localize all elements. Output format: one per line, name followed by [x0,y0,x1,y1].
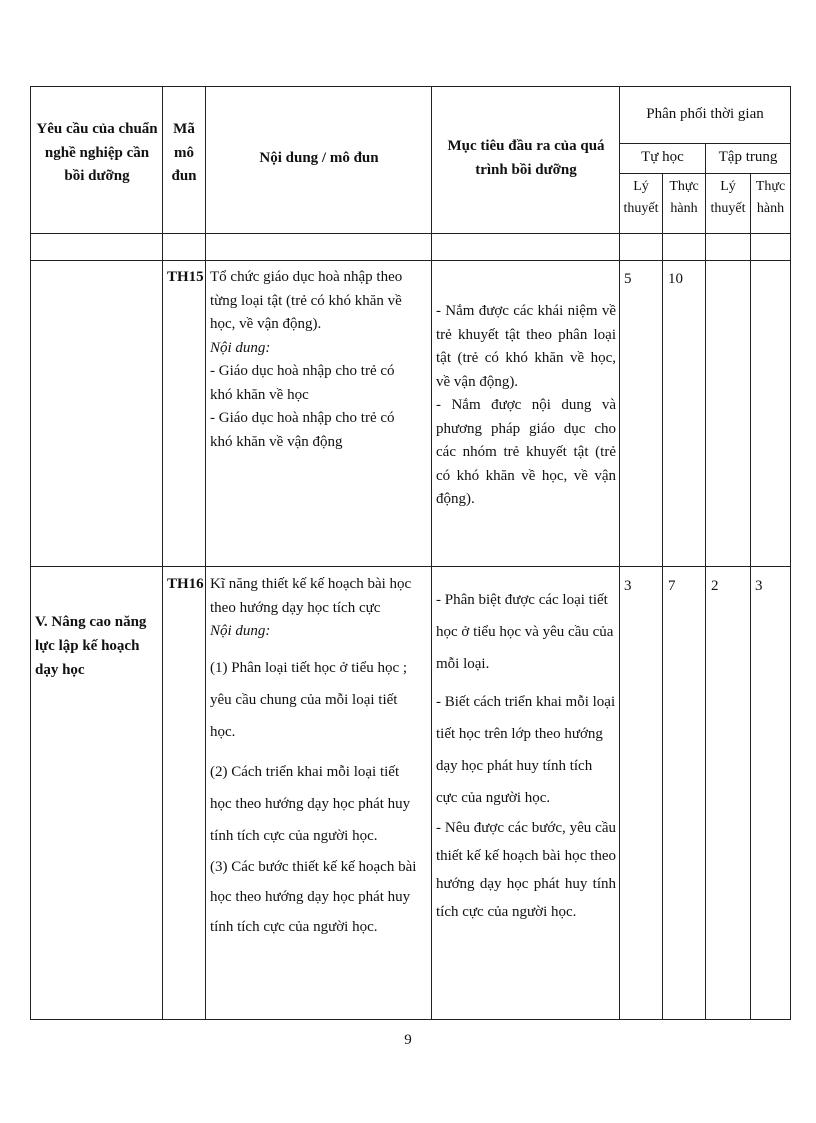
spacer-row-line [30,260,790,261]
table-bottom-border [30,1019,790,1020]
col-line-5 [662,173,663,1020]
row2-requirement: V. Nâng cao năng lực lập kế hoạch dạy học [35,614,147,678]
header-requirement: Yêu cầu của chuẩn nghề nghiệp cần bồi dưỡng [36,121,158,184]
row2-content [210,573,420,942]
header-concentrated: Tập trung [718,149,778,165]
header-self-practice: Thực hành [669,179,699,216]
col-line-2 [205,86,206,1020]
header-self-study: Tự học [641,149,684,165]
row2-objective-3: - Nêu được các bước, yêu cầu thiết kế kế hoạch bài học theo hướng dạy học phát huy tính tích cực của người học. [436,820,616,920]
col-line-6 [705,143,706,1020]
row1-objective-2: - Nắm được nội dung và phương pháp giáo dục cho các nhóm trẻ khuyết tật (trẻ có khó khăn về học, về vận động). [436,397,616,507]
header-self-theory: Lý thuyết [623,179,659,216]
table-left-border [30,86,31,1020]
row1-objective-1: - Nắm được các khái niệm về trẻ khuyết tật theo phân loại tật (trẻ có khó khăn về học, về vận động). [436,303,616,390]
row2-objective-1: - Phân biệt được các loại tiết học ở tiểu học và yêu cầu của mỗi loại. [436,592,614,672]
row2-conc-practice: 3 [755,578,763,594]
row2-content-title: Kĩ năng thiết kế kế hoạch bài học theo hướng dạy học tích cực [210,576,412,616]
row1-content-item-2: - Giáo dục hoà nhập cho trẻ có khó khăn về vận động [210,410,395,450]
header-conc-practice: Thực hành [755,179,786,216]
header-distribution: Phân phối thời gian [646,106,764,122]
header-conc-theory: Lý thuyết [710,179,746,216]
table-top-border [30,86,790,87]
page-number: 9 [404,1032,412,1048]
table-right-border [790,86,791,1020]
row2-objective-2: - Biết cách triển khai mỗi loại tiết học trên lớp theo hướng dạy học phát huy tính tích cực của người học. [436,694,616,806]
col-line-4 [619,86,620,1020]
row1-self-practice: 10 [668,271,683,287]
row2-content-item-1: (1) Phân loại tiết học ở tiểu học ; yêu cầu chung của mỗi loại tiết học. [210,659,408,740]
col-line-3 [431,86,432,1020]
row2-self-theory: 3 [624,578,632,594]
header-objectives: Mục tiêu đầu ra của quá trình bồi dưỡng [447,138,605,178]
row1-self-theory: 5 [624,271,632,287]
col-line-1 [162,86,163,1020]
row1-module-code: TH15 [167,269,204,285]
row2-content-label: Nội dung: [210,623,271,639]
row2-content-item-3: (3) Các bước thiết kế kế hoạch bài học theo hướng dạy học phát huy tính tích cực của người học. [210,858,417,935]
row1-content [210,266,416,454]
row2-conc-theory: 2 [711,578,719,594]
row2-module-code: TH16 [167,576,204,592]
row2-content-item-2: (2) Cách triển khai mỗi loại tiết học theo hướng dạy học phát huy tính tích cực của người học. [210,763,411,844]
col-line-7 [750,173,751,1020]
header-content: Nội dung / mô đun [259,150,379,166]
row1-objectives [436,300,616,512]
row2-objectives [436,584,616,926]
header-bottom-border [30,233,790,234]
row1-content-item-1: - Giáo dục hoà nhập cho trẻ có khó khăn về học [210,363,395,403]
row-separator [30,566,790,567]
row1-content-title: Tổ chức giáo dục hoà nhập theo từng loại tật (trẻ có khó khăn về học, về vận động). [210,269,403,332]
row2-self-practice: 7 [668,578,676,594]
row1-content-label: Nội dung: [210,339,271,356]
header-module-code: Mã mô đun [171,121,197,184]
